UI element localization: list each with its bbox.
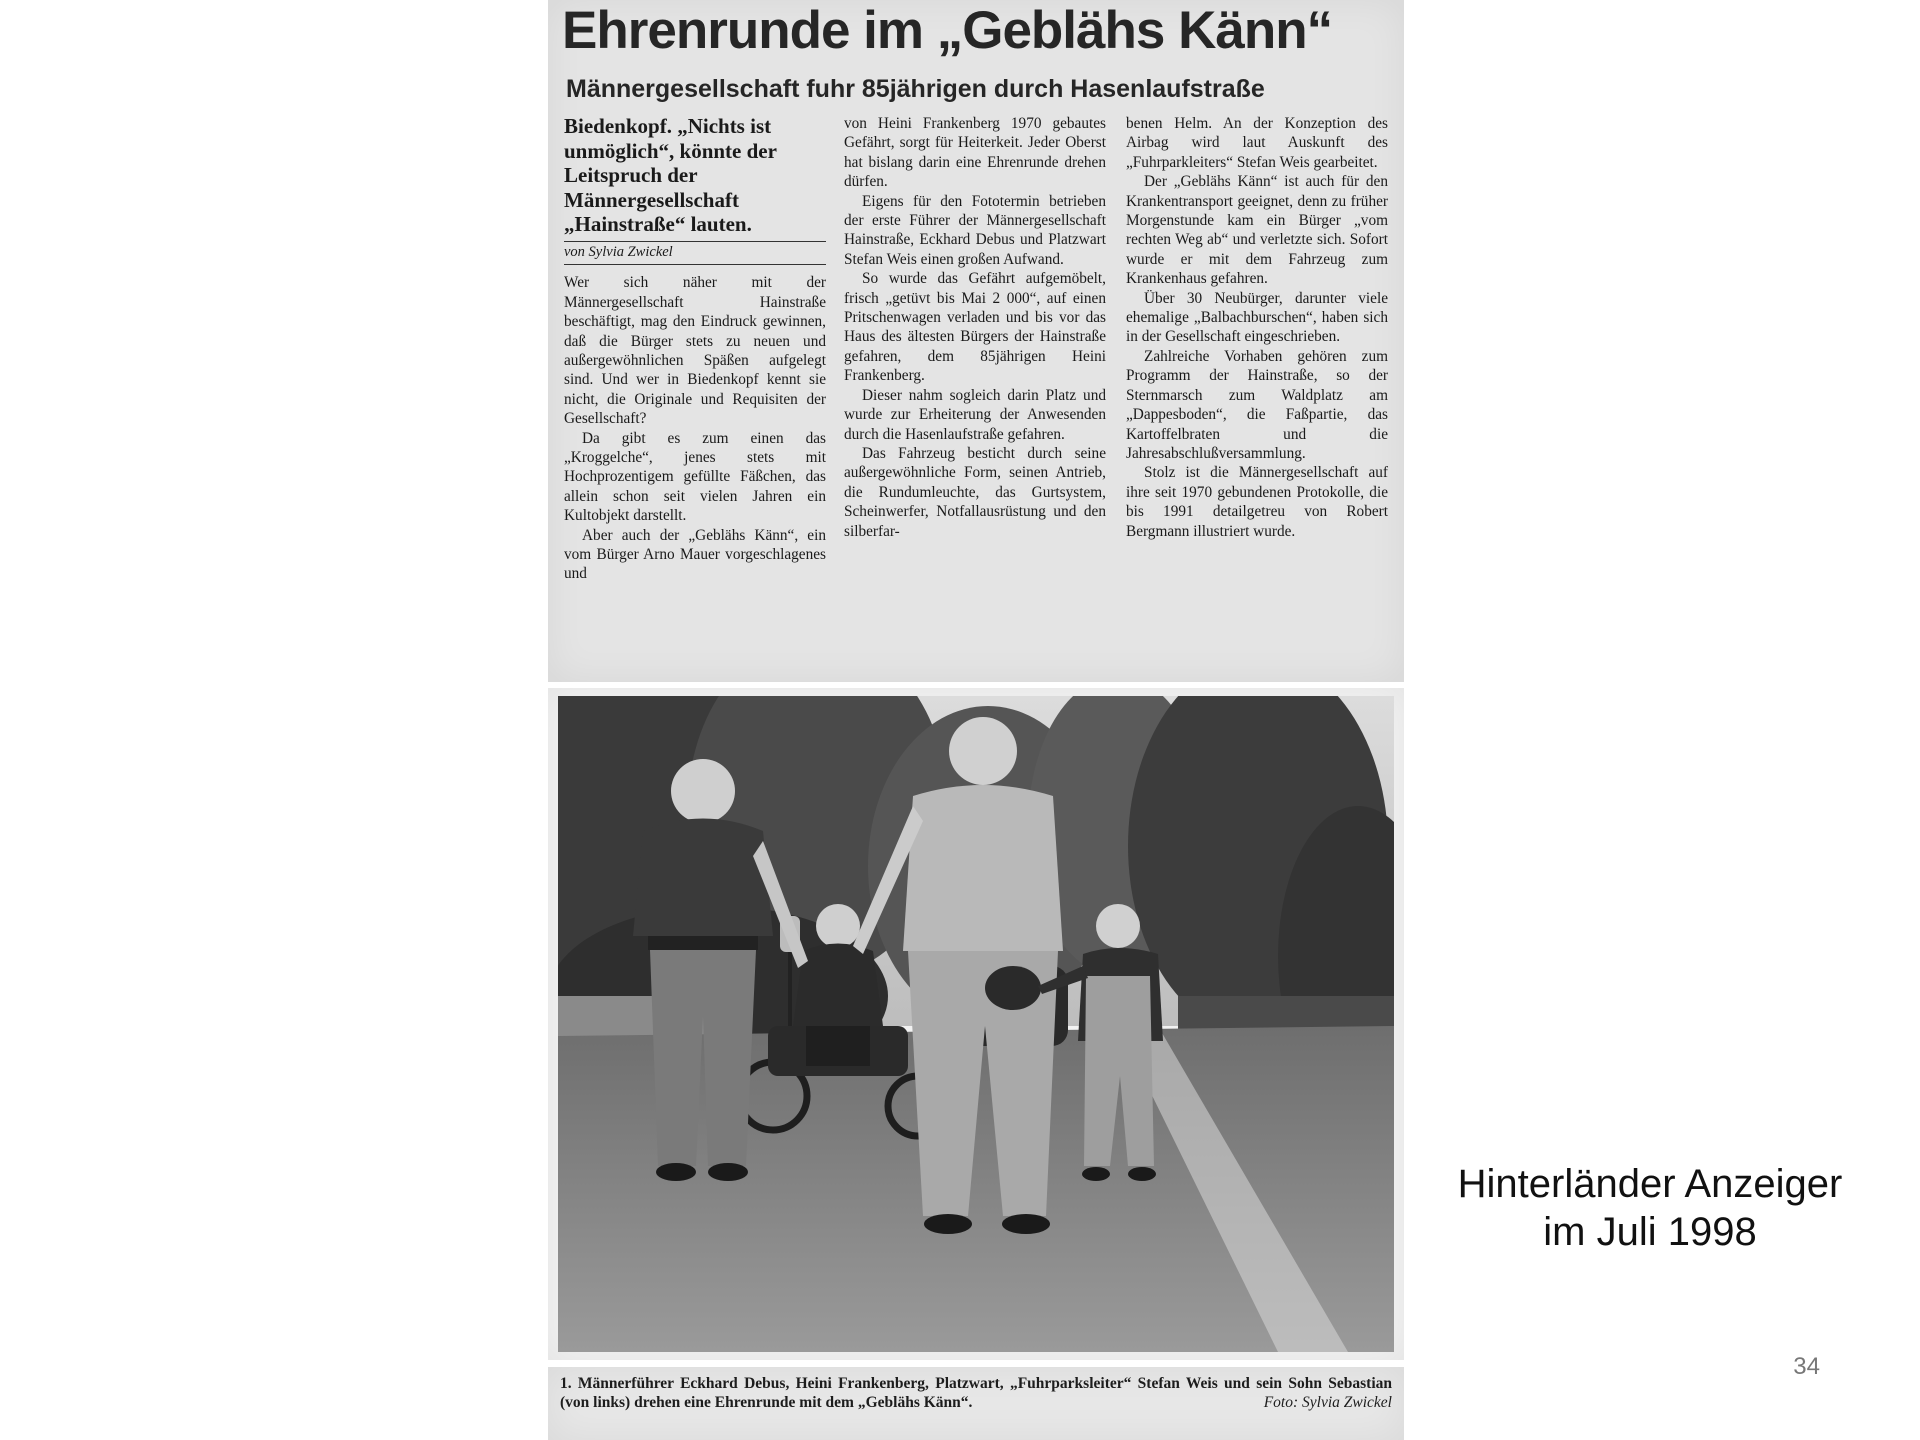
caption-text: 1. Männerführer Eckhard Debus, Heini Frankenberg, Platzwart, „Fuhrparksleiter“ Stefan Weis und sein Sohn Sebastian (von links) drehen eine Ehrenrunde mit dem „Geblähs Känn“. bbox=[560, 1375, 1392, 1411]
group-photo bbox=[558, 696, 1394, 1352]
article-paragraph: Stolz ist die Männergesellschaft auf ihre seit 1970 gebundenen Protokolle, die bis 1991 detailgetreu von Robert Bergmann illustriert wurde. bbox=[1126, 464, 1388, 540]
article-column-1 bbox=[564, 114, 826, 584]
article-column-3 bbox=[1126, 114, 1388, 541]
article-paragraph: von Heini Frankenberg 1970 gebautes Gefährt, sorgt für Heiterkeit. Jeder Oberst hat bislang darin eine Ehrenrunde drehen dürfen. bbox=[844, 115, 1106, 191]
source-note-line-1: Hinterländer Anzeiger bbox=[1457, 1162, 1843, 1206]
newspaper-photo-frame bbox=[548, 688, 1404, 1360]
article-paragraph: Zahlreiche Vorhaben gehören zum Programm der Hainstraße, so der Sternmarsch zum Waldplatz am „Dappesboden“, die Faßpartie, das Kartoffelbraten und die Jahresabschlußversammlung. bbox=[1126, 347, 1388, 462]
article-paragraph: Aber auch der „Geblähs Känn“, ein vom Bürger Arno Mauer vorgeschlagenes und bbox=[564, 526, 826, 583]
article-paragraph: So wurde das Gefährt aufgemöbelt, frisch „getüvt bis Mai 2 000“, auf einen Pritschenwagen verladen und bis vor das Haus des ältesten Bürgers der Hainstraße gefahren, dem 85jährigen Heini Frankenberg. bbox=[844, 270, 1106, 385]
article-paragraph: Da gibt es zum einen das „Kroggelche“, jenes stets mit Hochprozentigem gefüllte Fäßchen, das allein schon seit vielen Jahren ein Kultobjekt darstellt. bbox=[564, 429, 826, 525]
photo-caption-box bbox=[548, 1367, 1404, 1440]
source-note-line-2: im Juli 1998 bbox=[1543, 1210, 1757, 1254]
source-note bbox=[1420, 1160, 1880, 1256]
photo-credit: Foto: Sylvia Zwickel bbox=[1263, 1393, 1392, 1411]
article-subheadline: Männergesellschaft fuhr 85jährigen durch Hasenlaufstraße bbox=[566, 75, 1265, 103]
article-column-2 bbox=[844, 114, 1106, 541]
article-byline: von Sylvia Zwickel bbox=[564, 241, 826, 265]
article-paragraph: Das Fahrzeug besticht durch seine außergewöhnliche Form, seinen Antrieb, die Rundumleuchte, das Gurtsystem, Scheinwerfer, Notfallausrüstung und den silberfar- bbox=[844, 444, 1106, 540]
article-paragraph: Dieser nahm sogleich darin Platz und wurde zur Erheiterung der Anwesenden durch die Hasenlaufstraße gefahren. bbox=[844, 386, 1106, 443]
article-paragraph: Eigens für den Fototermin betrieben der erste Führer der Männergesellschaft Hainstraße, Eckhard Debus und Platzwart Stefan Weis einen großen Aufwand. bbox=[844, 192, 1106, 268]
newspaper-article bbox=[548, 0, 1404, 682]
article-paragraph: Wer sich näher mit der Männergesellschaft Hainstraße beschäftigt, mag den Eindruck gewinnen, daß die Bürger stets zu neuen und außergewöhnlichen Späßen aufgelegt sind. Und wer in Biedenkopf kennt sie nicht, die Originale und Requisiten der Gesellschaft? bbox=[564, 274, 826, 428]
article-paragraph: Über 30 Neubürger, darunter viele ehemalige „Balbachburschen“, haben sich in der Gesellschaft eingeschrieben. bbox=[1126, 289, 1388, 346]
article-paragraph: benen Helm. An der Konzeption des Airbag wird laut Auskunft des „Fuhrparkleiters“ Stefan Weis gearbeitet. bbox=[1126, 115, 1388, 171]
page-number: 34 bbox=[1793, 1353, 1820, 1380]
article-headline: Ehrenrunde im „Geblähs Känn“ bbox=[562, 1, 1333, 60]
article-paragraph: Der „Geblähs Känn“ ist auch für den Krankentransport geeignet, denn zu früher Morgenstunde kam ein Bürger „vom rechten Weg ab“ und verletzte sich. Sofort wurde er mit dem Fahrzeug zum Krankenhaus gefahren. bbox=[1126, 173, 1388, 288]
photo-caption bbox=[560, 1375, 1392, 1412]
article-lead: Biedenkopf. „Nichts ist unmöglich“, könnte der Leitspruch der Männergesellschaft „Hainstraße“ lauten. bbox=[564, 114, 777, 237]
